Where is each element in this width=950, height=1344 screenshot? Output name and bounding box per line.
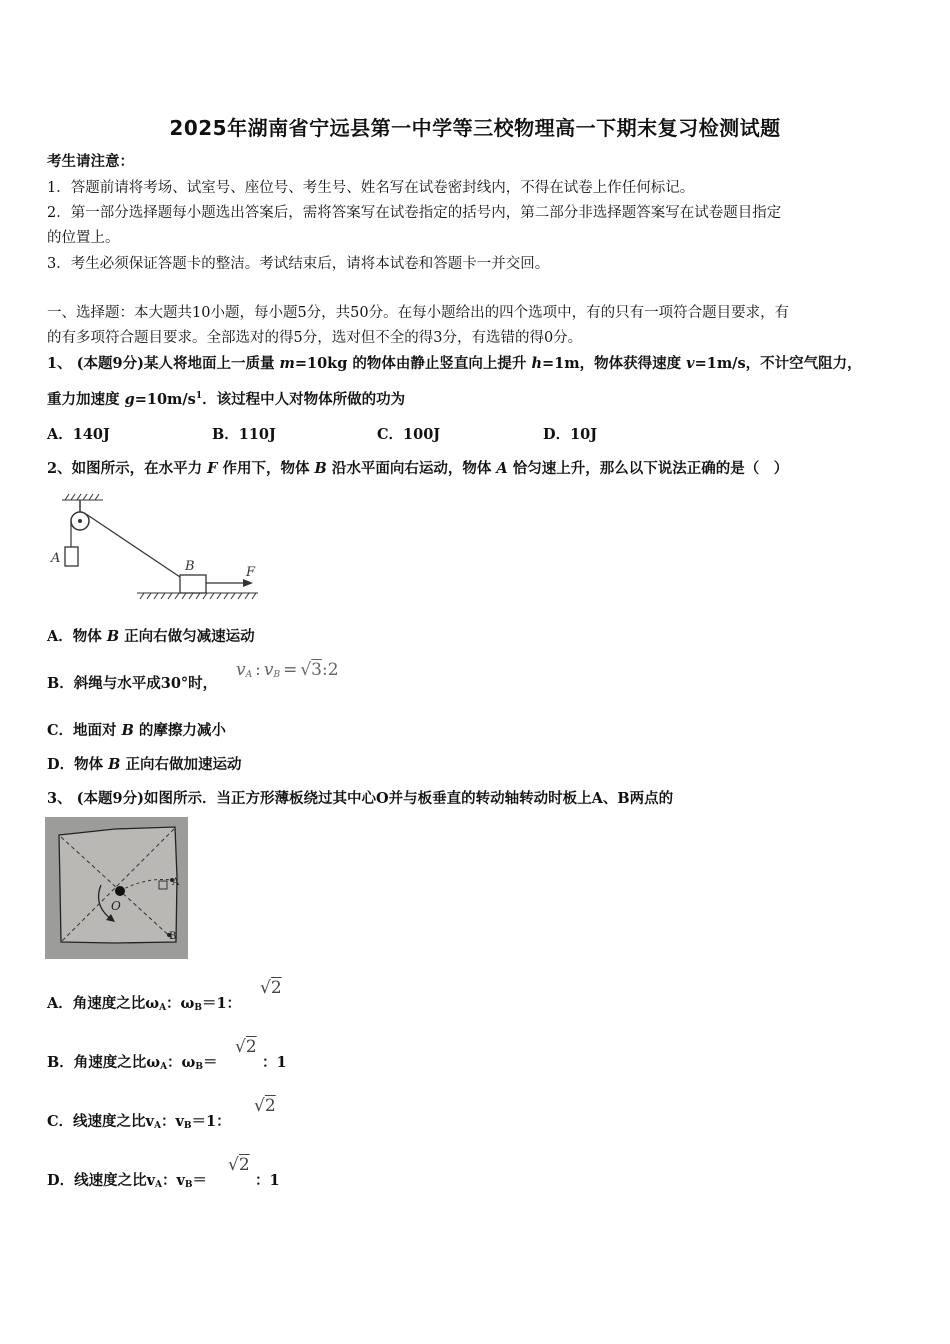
block-a — [65, 547, 78, 566]
q3-option-c-root — [254, 1096, 276, 1116]
q3-d-mid: ：v — [161, 1172, 185, 1189]
rope-slanted — [86, 514, 183, 579]
q3-d-tail: ＝ — [192, 1172, 208, 1189]
q2-option-b-text: B．斜绳与水平成30°时， — [47, 675, 218, 692]
notice-item-2-cont: 的位置上。 — [47, 230, 120, 246]
notice-item-1: 1．答题前请将考场、试室号、座位号、考生号、姓名写在试卷密封线内，不得在试卷上作任何标记。 — [47, 180, 695, 196]
block-b — [180, 575, 206, 593]
q2-option-b-formula — [236, 660, 339, 680]
q2-option-c-symbol: B — [121, 722, 134, 739]
q2-stem-d: 恰匀速上升，那么以下说法正确的是（ ） — [507, 460, 789, 477]
q3-option-d-root — [228, 1155, 250, 1175]
formula-vb: v — [263, 660, 274, 680]
q3-c-tail: ＝1： — [191, 1113, 231, 1130]
q2-body-b-symbol: B — [314, 460, 327, 477]
label-b: B — [169, 931, 177, 942]
radicand: 2 — [270, 978, 282, 998]
q2-stem-c: 沿水平面向右运动，物体 — [326, 460, 497, 477]
ceiling-hatch — [62, 494, 103, 500]
q2-force-symbol: F — [207, 460, 218, 477]
q3-a-text: A．角速度之比ω — [47, 995, 160, 1012]
q3-d-sub1: A — [155, 1180, 162, 1190]
q2-option-d-start: D．物体 — [47, 756, 109, 773]
q3-b-sub2: B — [195, 1062, 203, 1072]
q2-stem — [47, 457, 788, 478]
ground-hatch — [137, 593, 258, 599]
label-f: F — [246, 565, 256, 580]
section-intro-line2: 的有多项符合题目要求。全部选对的得5分，选对但不全的得3分，有选错的得0分。 — [47, 330, 583, 346]
q2-option-a-end: 正向右做匀减速运动 — [119, 628, 255, 645]
q1-option-a[interactable]: A．140J — [47, 426, 110, 443]
q3-a-sub1: A — [159, 1003, 167, 1013]
root-sign: √ — [235, 1037, 246, 1057]
q3-c-sub2: B — [183, 1121, 192, 1131]
root-sign: √ — [254, 1096, 265, 1116]
q2-pulley-figure — [45, 490, 270, 605]
q3-stem: 3、 (本题9分)如图所示．当正方形薄板绕过其中心O并与板垂直的转动轴转动时板上A、B两点的 — [47, 790, 674, 807]
formula-sub-a: A — [245, 670, 253, 680]
notice-item-2: 2．第一部分选择题每小题选出答案后，需将答案写在试卷指定的括号内，第二部分非选择题答案写在试卷题目指定 — [47, 205, 782, 221]
center-o-dot — [115, 886, 125, 896]
section-intro-line1: 一、选择题：本大题共10小题，每小题5分，共50分。在每小题给出的四个选项中，有的只有一项符合题目要求，有 — [47, 305, 790, 321]
q3-c-sub1: A — [153, 1121, 161, 1131]
q3-option-d-after: ：1 — [255, 1172, 280, 1189]
pulley-axle — [78, 519, 82, 523]
q3-c-text: C．线速度之比v — [47, 1113, 154, 1130]
q1-g-symbol: g — [124, 391, 135, 408]
radicand: 2 — [245, 1037, 257, 1057]
q2-option-c-end: 的摩擦力减小 — [133, 722, 226, 739]
q1-mass-symbol: m — [279, 355, 295, 372]
radicand: 2 — [264, 1096, 276, 1116]
q1-velocity-symbol: v — [686, 355, 695, 372]
formula-va: v — [236, 660, 246, 680]
q2-option-d-symbol: B — [108, 756, 121, 773]
q1-option-d[interactable]: D．10J — [543, 426, 598, 443]
formula-radicand: 3 — [311, 660, 322, 680]
q3-a-tail: ＝1： — [201, 995, 242, 1012]
q3-d-sub2: B — [184, 1180, 193, 1190]
label-b: B — [185, 559, 195, 574]
q3-d-text: D．线速度之比v — [47, 1172, 155, 1189]
q3-b-mid: ：ω — [167, 1054, 196, 1071]
root-sign: √ — [228, 1155, 239, 1175]
q3-c-mid: ：v — [160, 1113, 184, 1130]
q3-square-plate-photo — [45, 817, 188, 959]
q1-line2-start: 重力加速度 — [47, 391, 125, 408]
q1-g-value: =10m/s — [134, 391, 196, 408]
radicand: 2 — [238, 1155, 250, 1175]
q3-b-text: B．角速度之比ω — [47, 1054, 161, 1071]
q1-line2-end: ．该过程中人对物体所做的功为 — [202, 391, 406, 408]
q1-option-b[interactable]: B．110J — [212, 426, 276, 443]
q2-option-a-symbol: B — [106, 628, 120, 645]
formula-equals: = — [283, 660, 298, 680]
q1-height-symbol: h — [531, 355, 542, 372]
formula-colon: : — [255, 660, 261, 680]
q3-a-mid: ：ω — [166, 995, 195, 1012]
q2-body-a-symbol: A — [496, 460, 508, 477]
q3-option-d[interactable] — [47, 1169, 207, 1190]
q3-b-tail: ＝ — [202, 1054, 218, 1071]
q2-option-a-start: A．物体 — [47, 628, 107, 645]
q2-stem-a: 2、如图所示，在水平力 — [47, 460, 208, 477]
label-a: A — [51, 551, 61, 566]
force-arrow-head — [243, 579, 253, 587]
q3-option-b-root — [235, 1037, 257, 1057]
q3-b-sub1: A — [160, 1062, 168, 1072]
q3-option-b-after: ：1 — [262, 1054, 287, 1071]
notice-heading: 考生请注意： — [47, 153, 134, 170]
q2-stem-b: 作用下，物体 — [217, 460, 315, 477]
q2-option-c[interactable] — [47, 719, 226, 740]
q1-mass-value: =10kg 的物体由静止竖直向上提升 — [294, 355, 532, 372]
formula-tail: :2 — [322, 660, 339, 680]
q1-velocity-value: =1m/s，不计空气阻力， — [694, 355, 862, 372]
q1-g-superscript: 1 — [195, 391, 203, 402]
q2-option-d[interactable] — [47, 753, 241, 774]
q3-option-b[interactable] — [47, 1051, 217, 1072]
q2-option-b[interactable] — [47, 672, 217, 693]
q1-stem-line2 — [47, 388, 405, 409]
exam-title: 2025年湖南省宁远县第一中学等三校物理高一下期末复习检测试题 — [169, 116, 781, 140]
label-a: A — [172, 877, 180, 888]
q2-option-c-start: C．地面对 — [47, 722, 122, 739]
notice-item-3: 3．考生必须保证答题卡的整洁。考试结束后，请将本试卷和答题卡一并交回。 — [47, 256, 550, 272]
q1-option-c[interactable]: C．100J — [377, 426, 441, 443]
q1-height-value: =1m，物体获得速度 — [542, 355, 687, 372]
q3-option-a-root — [260, 978, 282, 998]
formula-root-sign: √ — [300, 660, 312, 680]
q3-a-sub2: B — [194, 1003, 202, 1013]
root-sign: √ — [260, 978, 271, 998]
q1-prefix: 1、 (本题9分)某人将地面上一质量 — [47, 355, 280, 372]
q3-option-a[interactable] — [47, 992, 241, 1013]
formula-sub-b: B — [273, 670, 281, 680]
label-o: O — [111, 899, 121, 913]
q2-option-a[interactable] — [47, 625, 255, 646]
q2-option-d-end: 正向右做加速运动 — [120, 756, 242, 773]
q1-stem-line1 — [47, 352, 862, 373]
q3-option-c[interactable] — [47, 1110, 231, 1131]
